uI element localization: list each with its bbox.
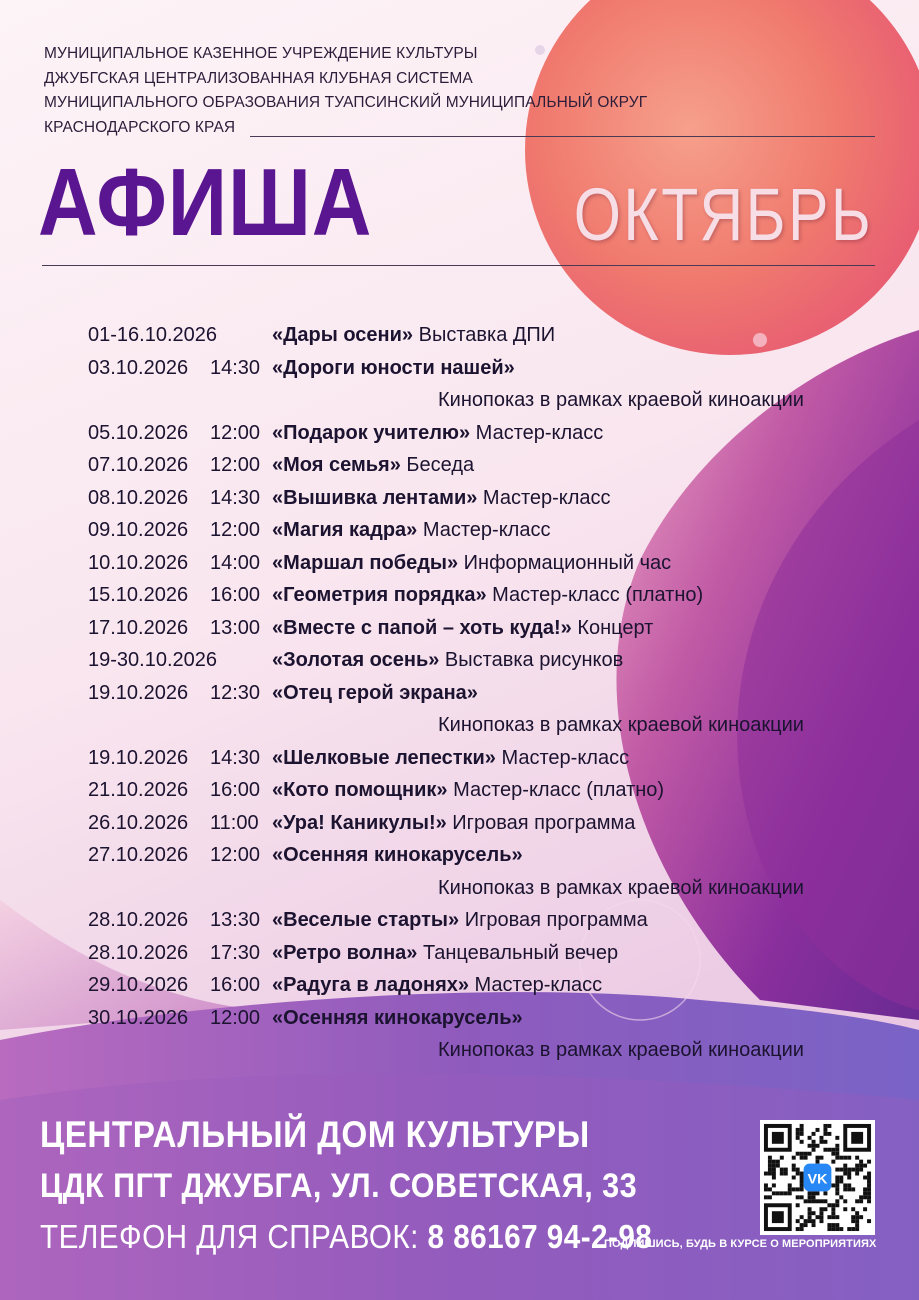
event-type: Игровая программа (459, 909, 648, 931)
poster-title: АФИША (38, 149, 373, 256)
event-description (272, 747, 629, 770)
event-type: Мастер-класс (495, 746, 630, 769)
event-time: 13:30 (210, 909, 261, 931)
event-date: 15.10.2026 (88, 584, 189, 606)
event-type: Информационный час (458, 551, 672, 574)
event-description (272, 942, 618, 965)
event-date: 01-16.10.2026 (88, 324, 218, 346)
event-description (272, 584, 703, 607)
event-time: 17:30 (210, 941, 261, 964)
event-row (88, 678, 888, 711)
event-description (272, 552, 671, 575)
event-row (88, 613, 888, 646)
event-time: 14:30 (210, 746, 261, 769)
event-name: «Маршал победы» (272, 551, 459, 574)
event-name: «Геометрия порядка» (272, 584, 487, 606)
event-row (88, 353, 888, 386)
phone-line (40, 1218, 652, 1256)
event-date: 28.10.2026 (88, 941, 189, 964)
event-note-row (88, 873, 888, 906)
event-date: 26.10.2026 (88, 811, 189, 834)
event-row (88, 775, 888, 808)
event-row (88, 418, 888, 451)
event-description (272, 682, 478, 705)
event-date: 28.10.2026 (88, 909, 189, 931)
event-row (88, 450, 888, 483)
event-note: Кинопоказ в рамках краевой киноакции (438, 1039, 804, 1061)
event-type: Мастер-класс (платно) (486, 584, 704, 606)
event-name: «Осенняя кинокарусель» (272, 844, 523, 866)
vk-logo: VK (807, 1171, 828, 1188)
event-row (88, 1003, 888, 1036)
phone-label: ТЕЛЕФОН ДЛЯ СПРАВОК: (40, 1218, 428, 1255)
event-description (272, 422, 603, 445)
event-date: 19.10.2026 (88, 746, 189, 769)
month-title: ОКТЯБРЬ (573, 173, 873, 256)
event-row (88, 645, 888, 678)
organization-header (44, 42, 647, 140)
event-time: 12:00 (210, 519, 261, 541)
event-name: «Вышивка лентами» (272, 486, 478, 509)
event-name: «Золотая осень» (272, 649, 440, 671)
event-list (88, 320, 888, 1068)
event-type: Выставка ДПИ (413, 324, 556, 346)
event-note: Кинопоказ в рамках краевой киноакции (438, 876, 804, 899)
org-line-3: МУНИЦИПАЛЬНОГО ОБРАЗОВАНИЯ ТУАПСИНСКИЙ МУНИЦИПАЛЬНЫЙ ОКРУГ (44, 94, 648, 111)
event-name: «Моя семья» (272, 454, 401, 476)
event-row (88, 938, 888, 971)
event-time: 13:00 (210, 616, 261, 639)
title-divider (42, 265, 875, 266)
event-date: 08.10.2026 (88, 486, 189, 509)
event-name: «Кото помощник» (272, 779, 448, 801)
top-divider (250, 136, 875, 137)
event-description (272, 844, 523, 867)
event-date: 05.10.2026 (88, 421, 189, 444)
event-row (88, 743, 888, 776)
event-type: Мастер-класс (477, 486, 611, 509)
event-type: Игровая программа (446, 811, 636, 834)
event-description (272, 649, 623, 672)
event-type: Мастер-класс (468, 974, 603, 996)
event-date: 27.10.2026 (88, 844, 189, 866)
event-name: «Радуга в ладонях» (272, 974, 469, 996)
event-time: 12:00 (210, 421, 261, 444)
event-row (88, 840, 888, 873)
venue-name: ЦЕНТРАЛЬНЫЙ ДОМ КУЛЬТУРЫ (40, 1114, 590, 1155)
event-time: 12:00 (210, 1006, 261, 1029)
event-row (88, 905, 888, 938)
event-description (272, 1007, 523, 1030)
event-type: Мастер-класс (470, 421, 604, 444)
event-name: «Вместе с папой – хоть куда!» (272, 616, 572, 639)
event-time: 14:30 (210, 486, 261, 509)
event-date: 17.10.2026 (88, 616, 189, 639)
event-name: «Подарок учителю» (272, 421, 471, 444)
event-type: Мастер-класс (платно) (447, 779, 665, 801)
event-time: 14:00 (210, 551, 261, 574)
qr-caption: ПОДПИШИСЬ, БУДЬ В КУРСЕ О МЕРОПРИЯТИЯХ (604, 1238, 877, 1250)
event-date: 19-30.10.2026 (88, 649, 218, 671)
event-description (272, 324, 555, 347)
org-line-4: КРАСНОДАРСКОГО КРАЯ (44, 118, 236, 136)
event-description (272, 487, 611, 510)
event-name: «Ретро волна» (272, 941, 418, 964)
event-type: Мастер-класс (417, 519, 551, 541)
event-note-row (88, 385, 888, 418)
org-line-2: ДЖУБГСКАЯ ЦЕНТРАЛИЗОВАННАЯ КЛУБНАЯ СИСТЕМА (44, 69, 473, 87)
event-description (272, 779, 664, 802)
event-row (88, 320, 888, 353)
event-time: 11:00 (210, 811, 259, 834)
event-row (88, 515, 888, 548)
event-note-row (88, 1035, 888, 1068)
event-time: 12:30 (210, 681, 261, 704)
event-note: Кинопоказ в рамках краевой киноакции (438, 389, 804, 411)
event-row (88, 970, 888, 1003)
event-description (272, 974, 602, 997)
event-date: 29.10.2026 (88, 974, 189, 996)
qr-code-icon[interactable] (760, 1120, 875, 1235)
event-description (272, 909, 648, 932)
event-row (88, 548, 888, 581)
event-name: «Веселые старты» (272, 909, 460, 931)
event-date: 19.10.2026 (88, 681, 189, 704)
event-date: 10.10.2026 (88, 551, 189, 574)
event-row (88, 580, 888, 613)
org-line-1: МУНИЦИПАЛЬНОЕ КАЗЕННОЕ УЧРЕЖДЕНИЕ КУЛЬТУРЫ (44, 45, 478, 62)
event-description (272, 617, 653, 640)
event-time: 12:00 (210, 454, 261, 476)
event-type: Танцевальный вечер (417, 941, 619, 964)
event-description (272, 454, 474, 477)
event-date: 30.10.2026 (88, 1006, 189, 1029)
event-row (88, 808, 888, 841)
event-description (272, 519, 550, 542)
phone-number: 8 86167 94-2-98 (427, 1218, 653, 1255)
event-date: 21.10.2026 (88, 779, 189, 801)
event-row (88, 483, 888, 516)
event-time: 14:30 (210, 356, 261, 379)
event-name: «Магия кадра» (272, 519, 418, 541)
event-time: 12:00 (210, 844, 261, 866)
event-type: Выставка рисунков (439, 649, 624, 671)
event-type: Беседа (400, 454, 475, 476)
event-name: «Дороги юности нашей» (272, 356, 515, 379)
event-date: 07.10.2026 (88, 454, 189, 476)
event-time: 16:00 (210, 584, 261, 606)
venue-address: ЦДК ПГТ ДЖУБГА, УЛ. СОВЕТСКАЯ, 33 (40, 1167, 638, 1205)
event-time: 16:00 (210, 974, 261, 996)
event-date: 03.10.2026 (88, 356, 189, 379)
event-note: Кинопоказ в рамках краевой киноакции (438, 714, 804, 736)
event-name: «Осенняя кинокарусель» (272, 1006, 523, 1029)
event-type: Концерт (571, 616, 654, 639)
event-date: 09.10.2026 (88, 519, 189, 541)
event-name: «Ура! Каникулы!» (272, 811, 447, 834)
event-description (272, 357, 515, 380)
event-name: «Шелковые лепестки» (272, 746, 496, 769)
event-note-row (88, 710, 888, 743)
event-description (272, 812, 635, 835)
event-time: 16:00 (210, 779, 261, 801)
event-name: «Отец герой экрана» (272, 681, 478, 704)
event-name: «Дары осени» (272, 324, 414, 346)
